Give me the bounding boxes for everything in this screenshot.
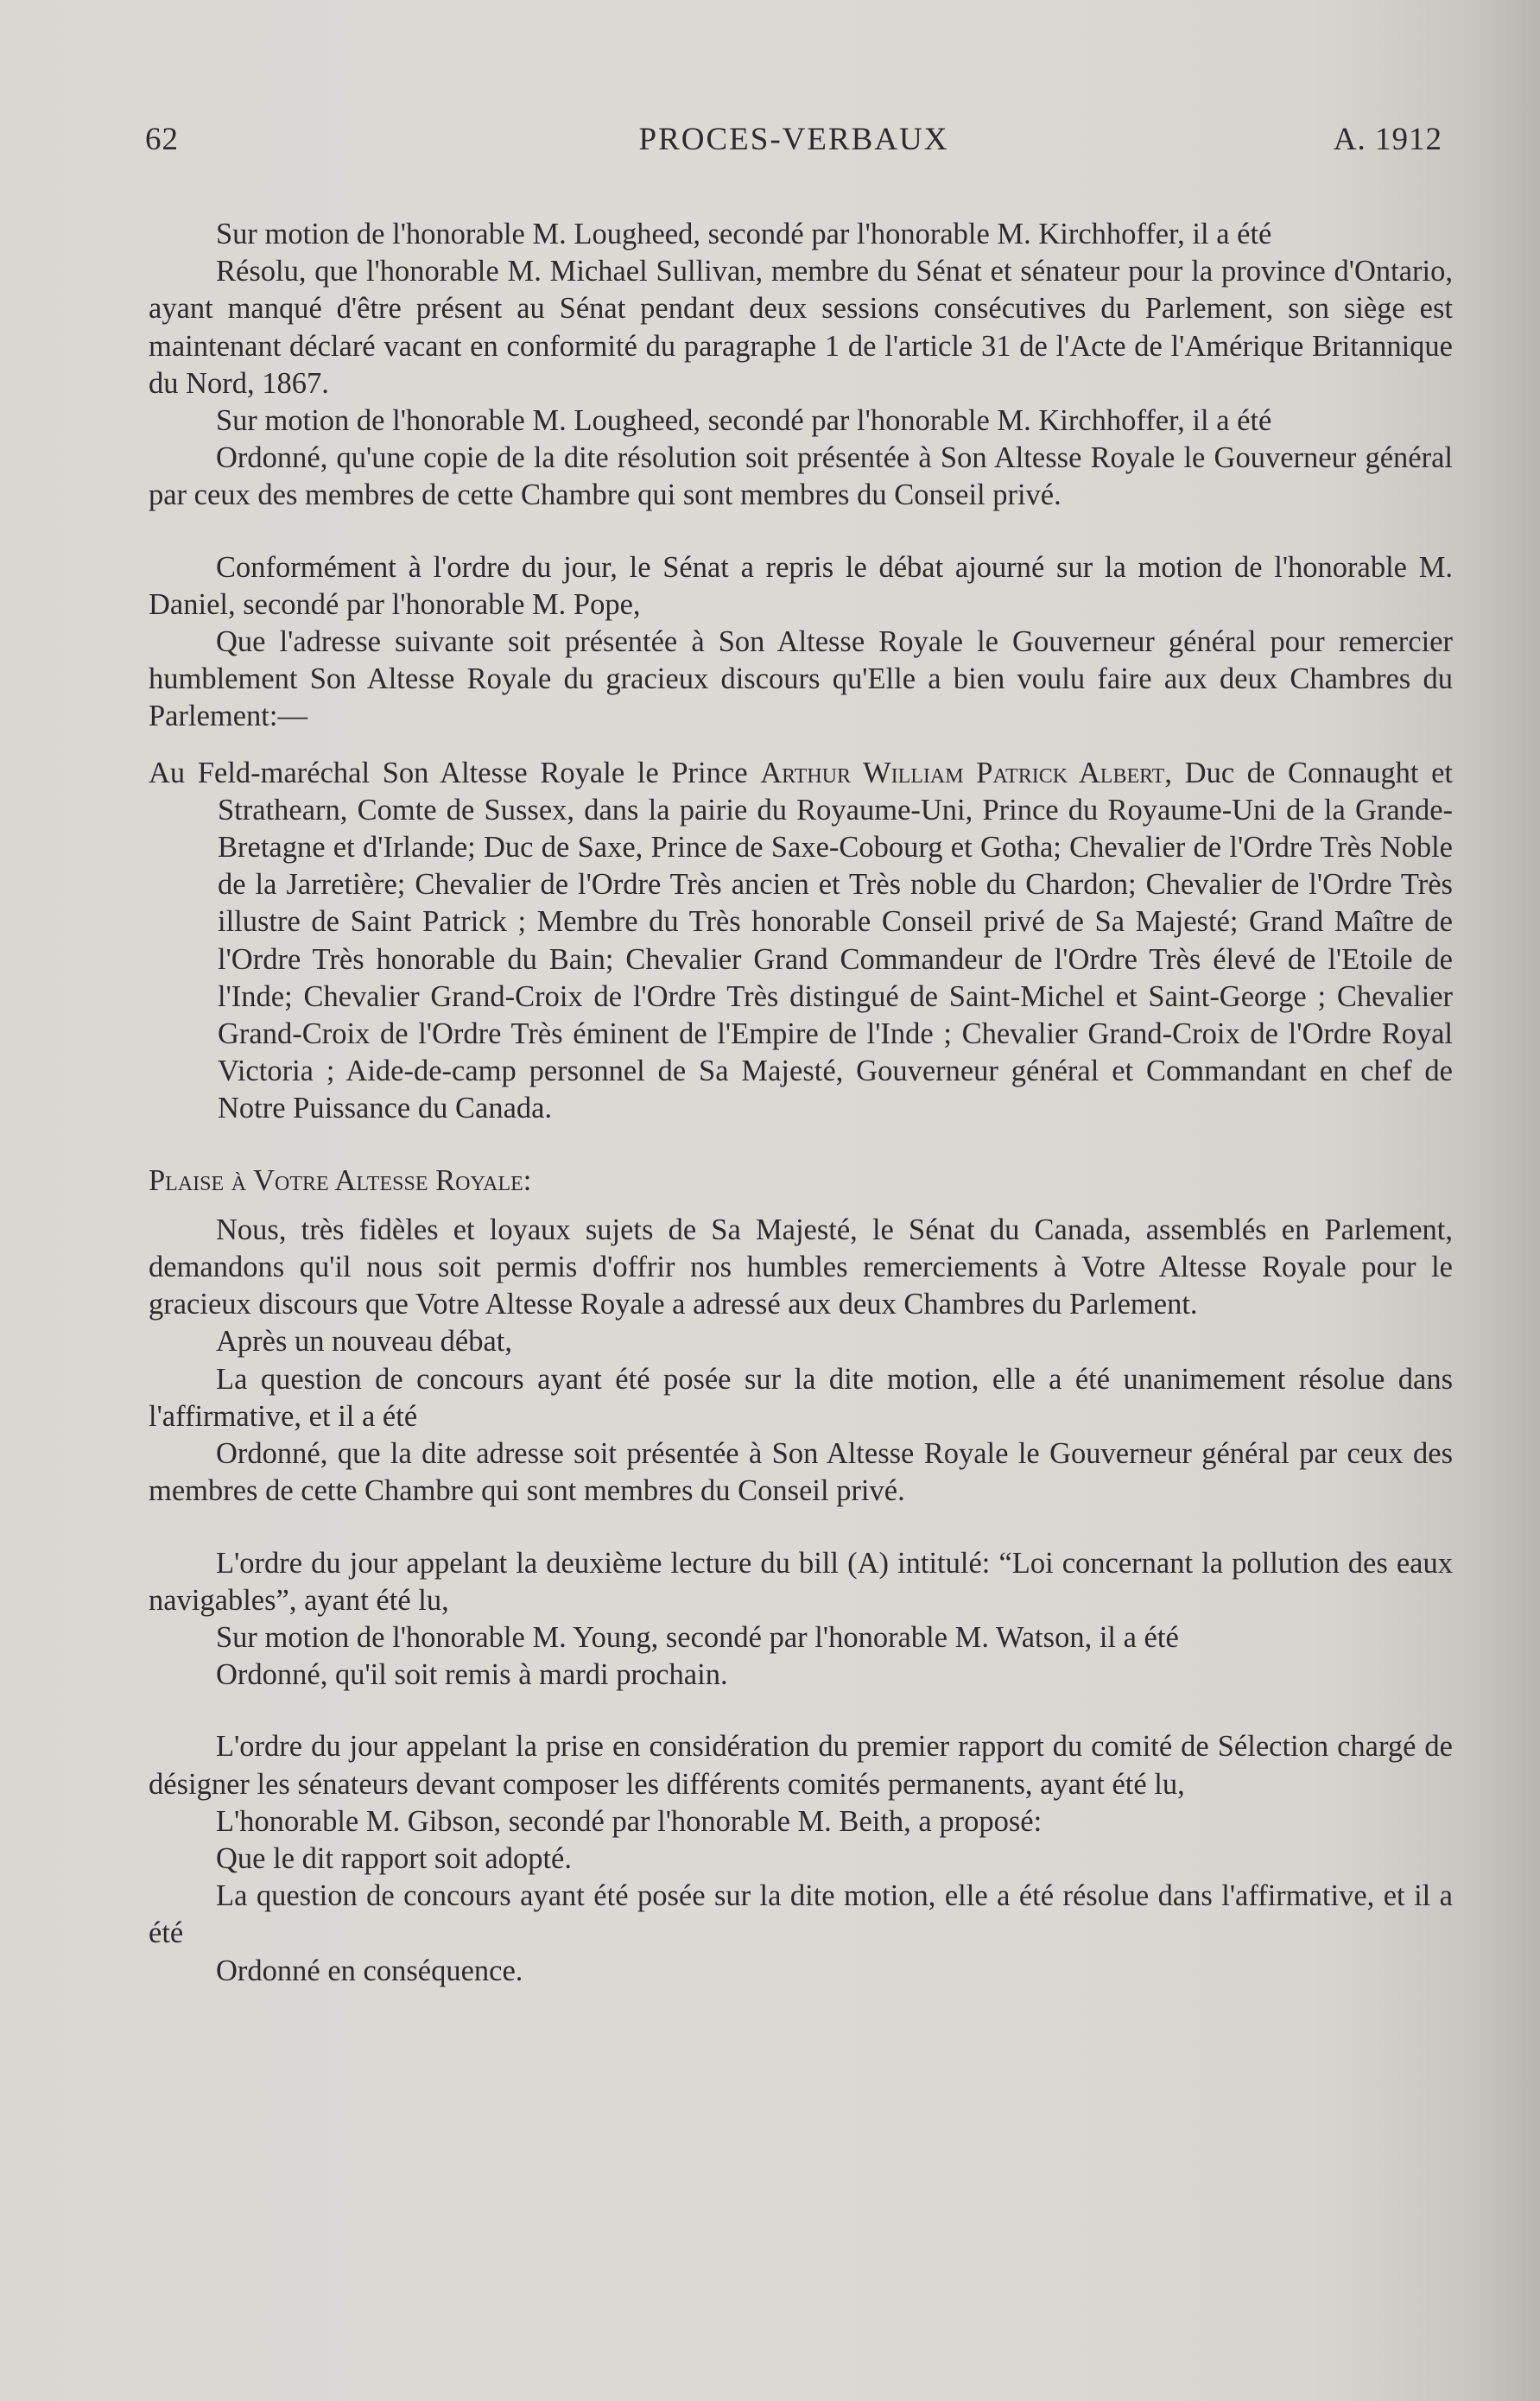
paragraph-order-4: Ordonné en conséquence.	[216, 1954, 523, 1987]
paragraph-debate-2: Après un nouveau débat,	[216, 1325, 512, 1359]
paragraph-motion-3: Sur motion de l'honorable M. Young, secondé par l'honorable M. Watson, il a été	[216, 1620, 1179, 1654]
paragraph-debate: Conformément à l'ordre du jour, le Sénat a repris le débat ajourné sur la motion de l'honorable M. Daniel, secondé par l'honorable M. Pope,	[149, 550, 1453, 621]
paragraph-question-1: La question de concours ayant été posée sur la dite motion, elle a été unanimement résolue dans l'affirmative, et il a été	[149, 1362, 1453, 1433]
paragraph-motion-2: Sur motion de l'honorable M. Lougheed, secondé par l'honorable M. Kirchhoffer, il a été	[216, 404, 1272, 438]
address-start: Au Feld-maréchal Son Altesse Royale le Prince	[149, 756, 748, 789]
paragraph-question-2: La question de concours ayant été posée sur la dite motion, elle a été résolue dans l'affirmative, et il a été	[149, 1879, 1453, 1950]
paragraph-order-1: Ordonné, qu'une copie de la dite résolution soit présentée à Son Altesse Royale le Gouverneur général par ceux des membres de cette Chambre qui sont membres du Conseil privé.	[149, 441, 1453, 512]
paragraph-adoption: Que le dit rapport soit adopté.	[216, 1841, 572, 1875]
address-prince-name: Arthur William Patrick Albert,	[760, 756, 1172, 789]
address-block	[149, 755, 1453, 1128]
address-titles: Duc de Connaught et Strathearn, Comte de Sussex, dans la pairie du Royaume-Uni, Prince du Royaume-Uni de la Grande-Bretagne et d'Irlande; Duc de Saxe, Prince de Saxe-Cobourg et Gotha; Chevalier de l'Ordre Très Noble de la Jarretière; Chevalier de l'Ordre Très ancien et Très noble du Chardon; Chevalier de l'Ordre Très illustre de Saint Patrick ; Membre du Très honorable Conseil privé de Sa Majesté; Grand Maître de l'Ordre Très honorable du Bain; Chevalier Grand Commandeur de l'Ordre Très élevé de l'Etoile de l'Inde; Chevalier Grand-Croix de l'Ordre Très distingué de Saint-Michel et Saint-George ; Chevalier Grand-Croix de l'Ordre Très éminent de l'Empire de l'Inde ; Chevalier Grand-Croix de l'Ordre Royal Victoria ; Aide-de-camp personnel de Sa Majesté, Gouverneur général et Commandant en chef de Notre Puissance du Canada.	[218, 756, 1454, 1125]
paragraph-order-2: Ordonné, que la dite adresse soit présentée à Son Altesse Royale le Gouverneur général par ceux des membres de cette Chambre qui sont membres du Conseil privé.	[149, 1437, 1453, 1508]
page-number: 62	[145, 122, 179, 157]
paragraph-resolution: Résolu, que l'honorable M. Michael Sullivan, membre du Sénat et sénateur pour la province d'Ontario, ayant manqué d'être présent au Sénat pendant deux sessions consécutives du Parlement, son siège est maintenant déclaré vacant en conformité du paragraphe 1 de l'article 31 de l'Acte de l'Amérique Britannique du Nord, 1867.	[149, 255, 1453, 400]
paragraph-address-motion: Que l'adresse suivante soit présentée à Son Altesse Royale le Gouverneur général pour remercier humblement Son Altesse Royale du gracieux discours qu'Elle a bien voulu faire aux deux Chambres du Parlement:—	[149, 625, 1453, 733]
page-header	[145, 121, 1442, 164]
page-year: A. 1912	[1333, 122, 1442, 157]
paragraph-order-3: Ordonné, qu'il soit remis à mardi prochain.	[216, 1658, 728, 1692]
paragraph-committee-report: L'ordre du jour appelant la prise en considération du premier rapport du comité de Sélection chargé de désigner les sénateurs devant composer les différents comités permanents, ayant été lu,	[149, 1730, 1453, 1801]
salutation: Plaise à Votre Altesse Royale:	[149, 1163, 532, 1197]
paragraph-proposal: L'honorable M. Gibson, secondé par l'honorable M. Beith, a proposé:	[216, 1804, 1043, 1838]
page-title: PROCES-VERBAUX	[638, 122, 949, 157]
paragraph-motion-1: Sur motion de l'honorable M. Lougheed, secondé par l'honorable M. Kirchhoffer, il a été	[216, 218, 1272, 250]
body-text	[149, 216, 1453, 1990]
paragraph-thanks: Nous, très fidèles et loyaux sujets de Sa Majesté, le Sénat du Canada, assemblés en Parlement, demandons qu'il nous soit permis d'offrir nos humbles remerciements à Votre Altesse Royale pour le gracieux discours que Votre Altesse Royale a adressé aux deux Chambres du Parlement.	[149, 1213, 1453, 1321]
paragraph-bill-reading: L'ordre du jour appelant la deuxième lecture du bill (A) intitulé: “Loi concernant la pollution des eaux navigables”, ayant été lu,	[149, 1546, 1453, 1617]
